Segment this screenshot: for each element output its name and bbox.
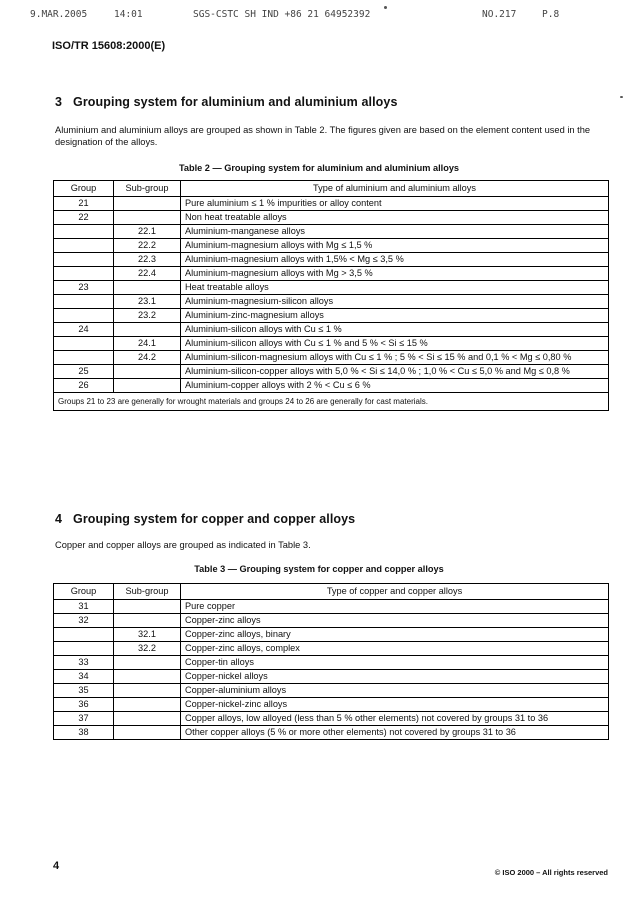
cell-type: Aluminium-magnesium alloys with Mg > 3,5 % — [181, 267, 609, 281]
section-4-number: 4 — [55, 512, 63, 526]
table-2-body — [54, 197, 609, 393]
header-type: Type of aluminium and aluminium alloys — [181, 181, 609, 197]
table-row — [54, 726, 609, 740]
cell-group — [54, 628, 114, 642]
cell-group: 35 — [54, 684, 114, 698]
table-row — [54, 642, 609, 656]
cell-sub-group — [114, 379, 181, 393]
cell-type: Copper-zinc alloys, complex — [181, 642, 609, 656]
cell-group: 32 — [54, 614, 114, 628]
cell-sub-group: 22.1 — [114, 225, 181, 239]
cell-sub-group: 22.2 — [114, 239, 181, 253]
cell-sub-group — [114, 211, 181, 225]
section-3-title: Grouping system for aluminium and aluminium alloys — [73, 95, 398, 109]
cell-type: Copper-aluminium alloys — [181, 684, 609, 698]
cell-group: 22 — [54, 211, 114, 225]
table-row — [54, 351, 609, 365]
cell-type: Aluminium-copper alloys with 2 % < Cu ≤ 6 % — [181, 379, 609, 393]
cell-sub-group — [114, 197, 181, 211]
cell-sub-group — [114, 323, 181, 337]
table-3-caption: Table 3 — Grouping system for copper and copper alloys — [194, 564, 444, 574]
header-sub-group: Sub-group — [114, 584, 181, 600]
cell-group — [54, 295, 114, 309]
cell-type: Pure aluminium ≤ 1 % impurities or alloy content — [181, 197, 609, 211]
table-row — [54, 365, 609, 379]
cell-group — [54, 337, 114, 351]
document-id: ISO/TR 15608:2000(E) — [52, 40, 166, 52]
table-row — [54, 225, 609, 239]
table-row — [54, 614, 609, 628]
cell-type: Copper-tin alloys — [181, 656, 609, 670]
cell-group: 37 — [54, 712, 114, 726]
cell-sub-group: 24.1 — [114, 337, 181, 351]
cell-type: Copper-nickel-zinc alloys — [181, 698, 609, 712]
header-group: Group — [54, 181, 114, 197]
section-4-heading — [55, 512, 355, 526]
section-3-number: 3 — [55, 95, 63, 109]
cell-sub-group — [114, 726, 181, 740]
cell-type: Aluminium-zinc-magnesium alloys — [181, 309, 609, 323]
cell-sub-group: 24.2 — [114, 351, 181, 365]
cell-type: Copper-zinc alloys — [181, 614, 609, 628]
section-3-heading — [55, 95, 398, 109]
header-sub-group: Sub-group — [114, 181, 181, 197]
cell-group: 38 — [54, 726, 114, 740]
table-3 — [53, 583, 609, 740]
table-row — [54, 281, 609, 295]
cell-sub-group — [114, 712, 181, 726]
table-row — [54, 628, 609, 642]
cell-sub-group — [114, 656, 181, 670]
header-type: Type of copper and copper alloys — [181, 584, 609, 600]
table-row — [54, 379, 609, 393]
cell-sub-group: 22.3 — [114, 253, 181, 267]
cell-type: Pure copper — [181, 600, 609, 614]
table-row — [54, 295, 609, 309]
cell-type: Copper-nickel alloys — [181, 670, 609, 684]
table-2-header-row — [54, 181, 609, 197]
table-row — [54, 239, 609, 253]
table-row — [54, 197, 609, 211]
cell-type: Aluminium-magnesium alloys with 1,5% < Mg ≤ 3,5 % — [181, 253, 609, 267]
cell-type: Aluminium-silicon-magnesium alloys with Cu ≤ 1 % ; 5 % < Si ≤ 15 % and 0,1 % < Mg ≤ 0,80 % — [181, 351, 609, 365]
cell-group — [54, 642, 114, 656]
cell-group — [54, 253, 114, 267]
section-4-title: Grouping system for copper and copper alloys — [73, 512, 356, 526]
fax-page: P.8 — [542, 9, 560, 20]
cell-group: 31 — [54, 600, 114, 614]
cell-type: Other copper alloys (5 % or more other elements) not covered by groups 31 to 36 — [181, 726, 609, 740]
cell-sub-group: 32.1 — [114, 628, 181, 642]
cell-group — [54, 267, 114, 281]
table-row — [54, 309, 609, 323]
section-3-text: Aluminium and aluminium alloys are grouped as shown in Table 2. The figures given are based on the element content used in the designation of the alloys. — [55, 125, 591, 147]
cell-sub-group: 23.1 — [114, 295, 181, 309]
cell-type: Aluminium-magnesium alloys with Mg ≤ 1,5 % — [181, 239, 609, 253]
fax-sender: SGS-CSTC SH IND +86 21 64952392 — [193, 9, 371, 20]
cell-type: Aluminium-silicon-copper alloys with 5,0 % < Si ≤ 14,0 % ; 1,0 % < Cu ≤ 5,0 % and Mg ≤ 0,8 % — [181, 365, 609, 379]
scan-speck — [384, 6, 387, 9]
cell-group: 34 — [54, 670, 114, 684]
table-2 — [53, 180, 609, 411]
table-row — [54, 253, 609, 267]
fax-date: 9.MAR.2005 — [30, 9, 88, 20]
cell-type: Non heat treatable alloys — [181, 211, 609, 225]
table-row — [54, 712, 609, 726]
table-3-body — [54, 600, 609, 740]
fax-time: 14:01 — [114, 9, 143, 20]
table-row — [54, 211, 609, 225]
table-row — [54, 698, 609, 712]
cell-group: 36 — [54, 698, 114, 712]
cell-group: 24 — [54, 323, 114, 337]
table-row — [54, 656, 609, 670]
cell-sub-group — [114, 281, 181, 295]
table-row — [54, 323, 609, 337]
cell-sub-group — [114, 670, 181, 684]
cell-sub-group — [114, 684, 181, 698]
cell-group: 23 — [54, 281, 114, 295]
cell-group: 21 — [54, 197, 114, 211]
cell-type: Aluminium-silicon alloys with Cu ≤ 1 % — [181, 323, 609, 337]
cell-sub-group — [114, 614, 181, 628]
cell-type: Aluminium-silicon alloys with Cu ≤ 1 % and 5 % < Si ≤ 15 % — [181, 337, 609, 351]
cell-type: Heat treatable alloys — [181, 281, 609, 295]
cell-group — [54, 309, 114, 323]
header-group: Group — [54, 584, 114, 600]
cell-type: Aluminium-magnesium-silicon alloys — [181, 295, 609, 309]
table-row — [54, 600, 609, 614]
cell-type: Copper alloys, low alloyed (less than 5 % other elements) not covered by groups 31 to 36 — [181, 712, 609, 726]
cell-group: 25 — [54, 365, 114, 379]
cell-sub-group: 32.2 — [114, 642, 181, 656]
cell-group: 33 — [54, 656, 114, 670]
cell-group — [54, 351, 114, 365]
page-number: 4 — [53, 860, 60, 872]
copyright: © ISO 2000 – All rights reserved — [494, 868, 608, 877]
fax-header — [30, 9, 620, 23]
cell-type: Copper-zinc alloys, binary — [181, 628, 609, 642]
cell-sub-group — [114, 365, 181, 379]
table-row — [54, 267, 609, 281]
table-row — [54, 337, 609, 351]
cell-group — [54, 239, 114, 253]
cell-type: Aluminium-manganese alloys — [181, 225, 609, 239]
cell-sub-group — [114, 698, 181, 712]
cell-group — [54, 225, 114, 239]
table-2-note: Groups 21 to 23 are generally for wrought materials and groups 24 to 26 are generally for cast materials. — [54, 393, 609, 411]
table-2-note-row — [54, 393, 609, 411]
section-4-text: Copper and copper alloys are grouped as indicated in Table 3. — [55, 540, 311, 550]
cell-sub-group: 23.2 — [114, 309, 181, 323]
cell-sub-group — [114, 600, 181, 614]
fax-number: NO.217 — [482, 9, 517, 20]
table-2-caption: Table 2 — Grouping system for aluminium and aluminium alloys — [178, 163, 460, 173]
table-row — [54, 684, 609, 698]
table-row — [54, 670, 609, 684]
scan-speck — [620, 96, 623, 98]
table-3-header-row — [54, 584, 609, 600]
cell-group: 26 — [54, 379, 114, 393]
cell-sub-group: 22.4 — [114, 267, 181, 281]
